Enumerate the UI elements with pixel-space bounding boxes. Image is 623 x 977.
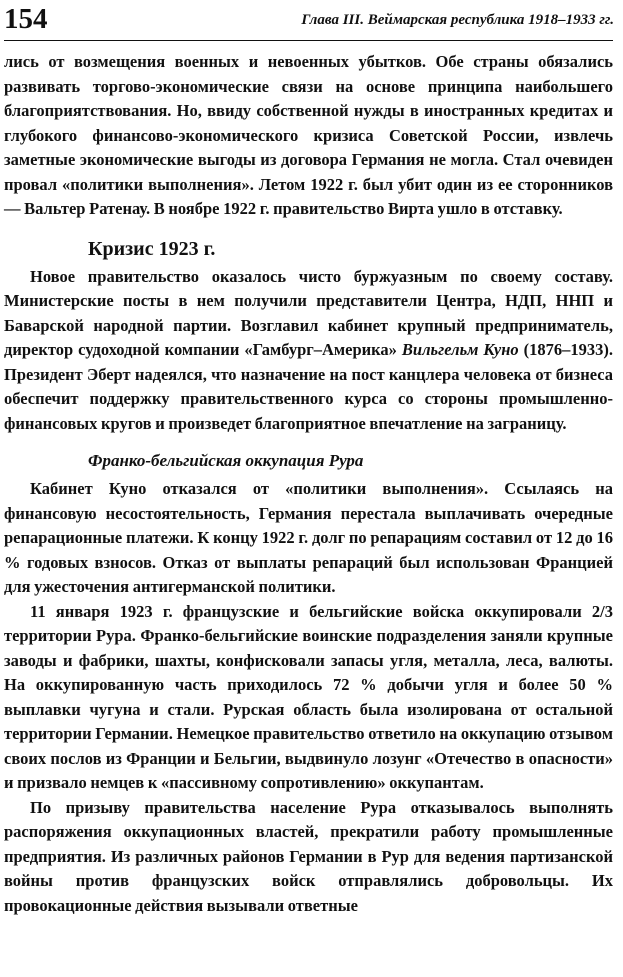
paragraph-passive-resistance: По призыву правительства население Рура отказывалось выполнять распоряжения оккупационных властей, прекратили работу промышленные предприятия. Из различных районов Германии в Рур для ведения партизанской войны против французских войск отправлялись добровольцы. Их провокационные действия вызывали ответные	[4, 797, 613, 915]
subsection-heading: Франко-бельгийская оккупация Рура	[88, 451, 364, 470]
section-heading: Кризис 1923 г.	[88, 237, 216, 260]
paragraph-ruhr-occupation: 11 января 1923 г. французские и бельгийские войска оккупировали 2/3 территории Рура. Франко-бельгийские воинские подразделения заняли крупные заводы и фабрики, шахты, конфисковали запасы угля, металла, леса, валюты. На оккупированную часть приходилось 72 % добычи угля и более 50 % выплавки чугуна и стали. Рурская область была изолирована от остальной территории Германии. Немецкое правительство ответило на оккупацию отзывом своих послов из Франции и Бельгии, выдвинуло лозунг «Отечество в опасности» и призвало немцев к «пассивному сопротивлению» оккупантам.	[4, 601, 613, 792]
person-name: Вильгельм Куно	[401, 340, 519, 359]
paragraph-cuno-cabinet: Кабинет Куно отказался от «политики выполнения». Ссылаясь на финансовую несостоятельность, Германия перестала выплачивать очередные репарационные платежи. К концу 1922 г. долг по репарациям составил от 12 до 16 % годовых взносов. Отказ от выплаты репараций был использован Францией для ужесточения антигерманской политики.	[4, 479, 613, 596]
paragraph-new-government	[4, 265, 613, 437]
paragraph-text-after-name: (1876–1933). Президент Эберт надеялся, что назначение на пост канцлера человека от бизнеса обеспечит поддержку правительственного курса со стороны промышленно-финансовых кругов и произведет благоприятное впечатление на заграницу.	[4, 340, 613, 433]
paragraph-continued: лись от возмещения военных и невоенных убытков. Обе страны обязались развивать торгово-экономические связи на основе принципа наибольшего благоприятствования. Но, ввиду собственной нужды в иностранных кредитах и глубокого финансово-экономического кризиса Советской России, извлечь заметные экономические выгоды из договора Германия не могла. Стал очевиден провал «политики выполнения». Летом 1922 г. был убит один из ее сторонников — Вальтер Ратенау. В ноябре 1922 г. правительство Вирта ушло в отставку.	[4, 52, 613, 218]
page-body	[4, 50, 613, 918]
paragraph-text-before-name: Новое правительство оказалось чисто буржуазным по своему составу. Министерские посты в нем получили представители Центра, НДП, ННП и Баварской народной партии. Возглавил кабинет крупный предприниматель, директор судоходной компании «Гамбург–Америка»	[4, 266, 613, 359]
page-number: 154	[4, 3, 48, 35]
running-header	[4, 2, 614, 38]
header-divider	[4, 40, 613, 41]
chapter-title: Глава III. Веймарская республика 1918–1933 гг.	[301, 12, 614, 28]
